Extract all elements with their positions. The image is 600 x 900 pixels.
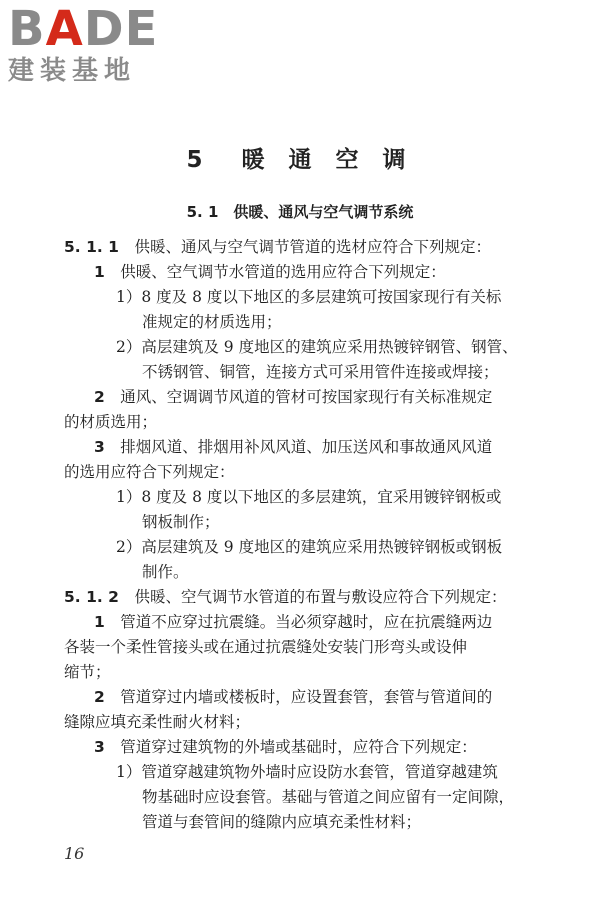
item-line: 1 供暖、空气调节水管道的选用应符合下列规定： xyxy=(94,263,446,281)
item-continuation: 的材质选用； xyxy=(64,413,158,431)
subitem-line: 1）8 度及 8 度以下地区的多层建筑，宜采用镀锌钢板或 xyxy=(116,488,502,506)
subitem-continuation: 物基础时应设套管。基础与管道之间应留有一定间隙， xyxy=(142,788,515,806)
logo-wordmark: BADE xyxy=(8,1,159,57)
subitem-continuation: 不锈钢管、铜管，连接方式可采用管件连接或焊接； xyxy=(142,363,499,381)
item-line: 2 通风、空调调节风道的管材可按国家现行有关标准规定 xyxy=(94,388,493,406)
subitem-continuation: 制作。 xyxy=(142,563,189,581)
subitem-line: 2）高层建筑及 9 度地区的建筑应采用热镀锌钢板或钢板 xyxy=(116,538,503,556)
item-continuation: 各装一个柔性管接头或在通过抗震缝处安装门形弯头或设伸 xyxy=(64,638,468,656)
subitem-continuation: 管道与套管间的缝隙内应填充柔性材料； xyxy=(142,813,422,831)
item-continuation: 缝隙应填充柔性耐火材料； xyxy=(64,713,251,731)
section-title: 5. 1 供暖、通风与空气调节系统 xyxy=(186,203,414,221)
subitem-continuation: 钢板制作； xyxy=(142,513,220,531)
page-number: 16 xyxy=(64,844,85,863)
subitem-line: 1）管道穿越建筑物外墙时应设防水套管，管道穿越建筑 xyxy=(116,763,498,781)
subitem-line: 2）高层建筑及 9 度地区的建筑应采用热镀锌钢管、钢管、 xyxy=(116,338,518,356)
clause-line: 5. 1. 1 供暖、通风与空气调节管道的选材应符合下列规定： xyxy=(64,238,491,256)
item-line: 3 排烟风道、排烟用补风风道、加压送风和事故通风风道 xyxy=(94,438,493,456)
subitem-line: 1）8 度及 8 度以下地区的多层建筑可按国家现行有关标 xyxy=(116,288,502,306)
item-line: 3 管道穿过建筑物的外墙或基础时，应符合下列规定： xyxy=(94,738,477,756)
chapter-title: 5 暖 通 空 调 xyxy=(186,147,414,173)
clause-line: 5. 1. 2 供暖、空气调节水管道的布置与敷设应符合下列规定： xyxy=(64,588,507,606)
subitem-continuation: 准规定的材质选用； xyxy=(142,313,282,331)
logo-subtitle: 建装基地 xyxy=(8,56,137,86)
item-line: 1 管道不应穿过抗震缝。当必须穿越时，应在抗震缝两边 xyxy=(94,613,493,631)
item-continuation: 缩节； xyxy=(64,663,111,681)
item-continuation: 的选用应符合下列规定： xyxy=(64,463,235,481)
item-line: 2 管道穿过内墙或楼板时，应设置套管，套管与管道间的 xyxy=(94,688,493,706)
logo xyxy=(8,1,178,86)
